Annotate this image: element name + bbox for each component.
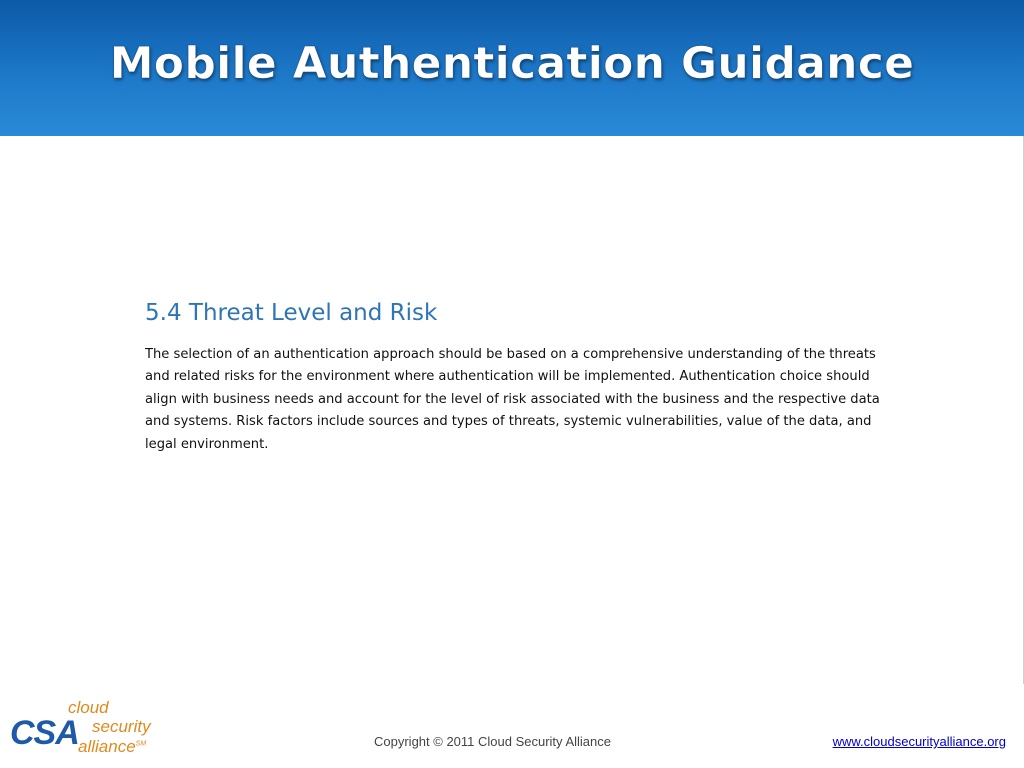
paragraph-line: legal environment. (145, 436, 269, 452)
csa-logo (10, 698, 180, 760)
paragraph-line: The selection of an authentication approach should be based on a comprehensive understanding of the threats (145, 347, 876, 362)
paragraph-line: and related risks for the environment where authentication will be implemented. Authentication choice should (145, 369, 870, 385)
logo-word-security: security (92, 717, 151, 736)
body-paragraph (145, 344, 880, 456)
logo-initials: CSA (10, 714, 79, 752)
logo-word-alliance-text: alliance (78, 737, 136, 756)
logo-word-cloud: cloud (68, 698, 109, 717)
logo-word-alliance (78, 737, 146, 757)
logo-service-mark: SM (135, 740, 147, 748)
paragraph-line: and systems. Risk factors include sources and types of threats, systemic vulnerabilities, value of the data, and (145, 414, 872, 430)
section-heading: 5.4 Threat Level and Risk (145, 300, 438, 326)
website-link[interactable]: www.cloudsecurityalliance.org (832, 734, 1006, 749)
copyright-text: Copyright © 2011 Cloud Security Alliance (374, 734, 611, 749)
paragraph-line: align with business needs and account for the level of risk associated with the business and the respective data (145, 391, 880, 407)
slide-title: Mobile Authentication Guidance (109, 38, 915, 89)
slide-header (0, 0, 1024, 136)
